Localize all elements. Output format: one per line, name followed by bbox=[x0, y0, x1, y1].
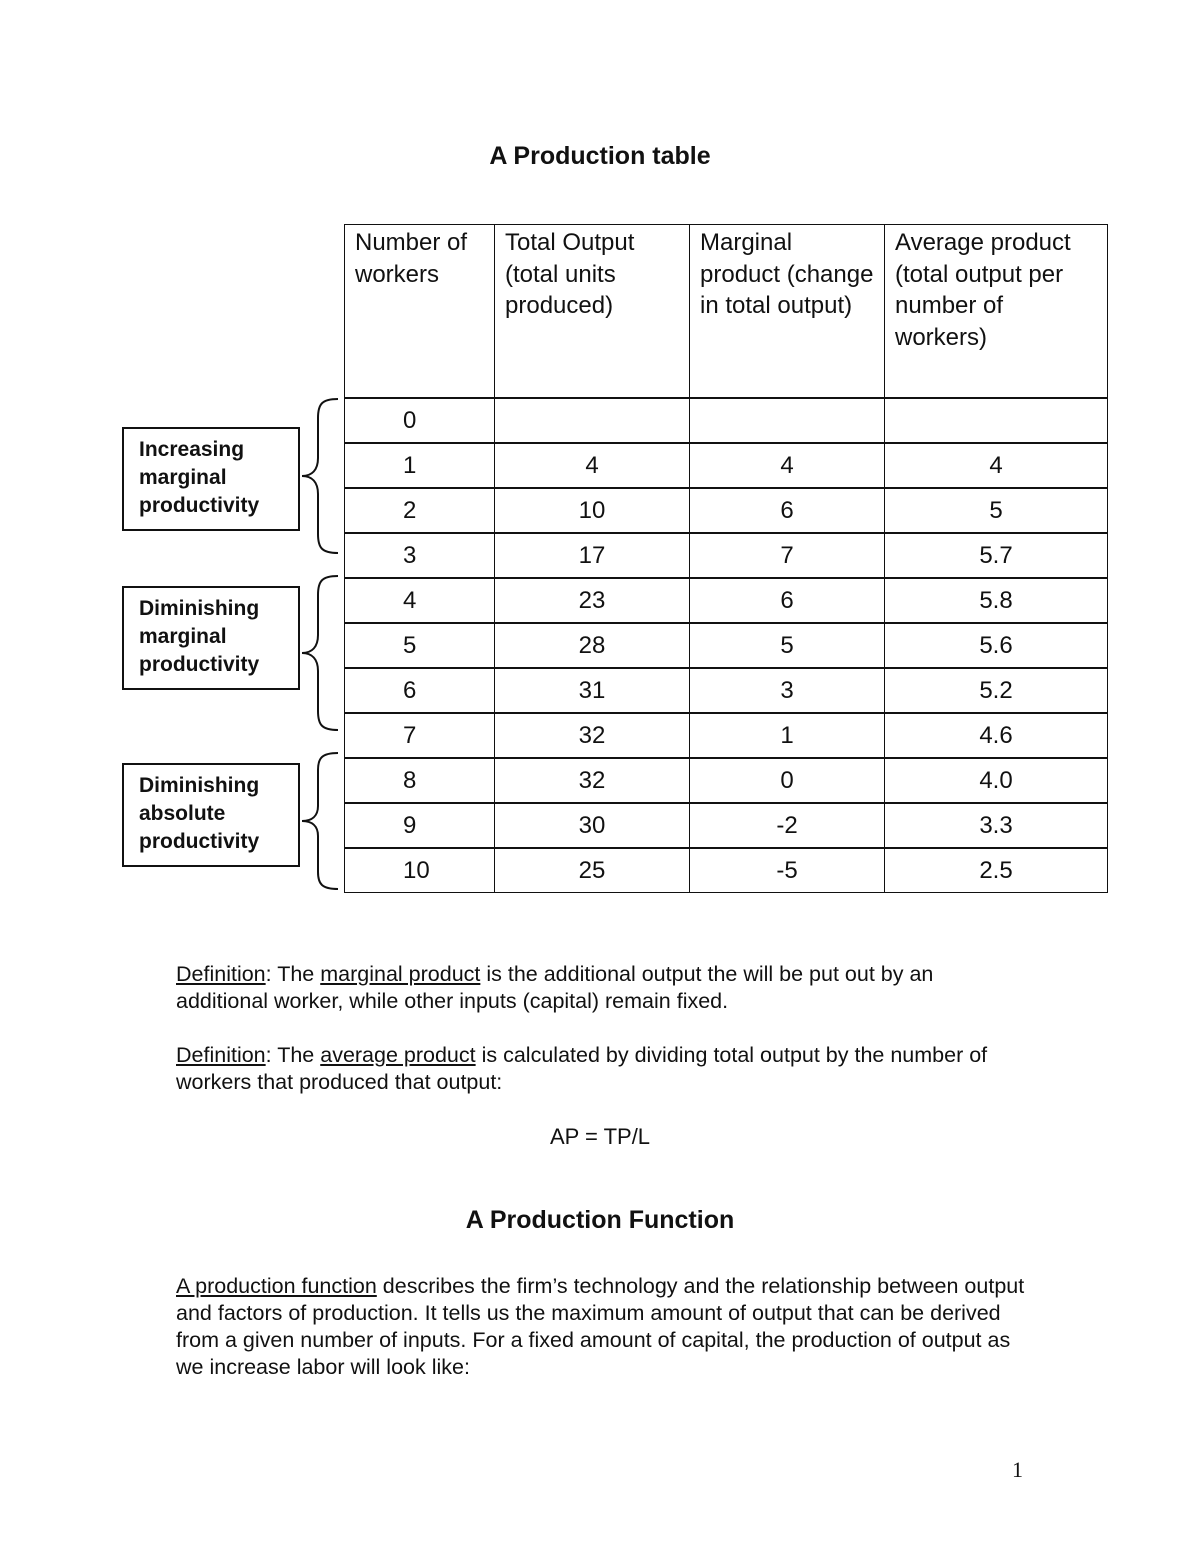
term-production-function: A production function bbox=[176, 1274, 377, 1298]
brace-increasing bbox=[300, 396, 342, 556]
header-average-product: Average product (total output per number of workers) bbox=[885, 225, 1108, 399]
table-row bbox=[345, 668, 1108, 713]
definition-average-product bbox=[176, 1042, 1026, 1096]
header-marginal-product: Marginal product (change in total output) bbox=[690, 225, 885, 399]
header-workers: Number of workers bbox=[345, 225, 495, 399]
table-row bbox=[345, 488, 1108, 533]
table-row bbox=[345, 443, 1108, 488]
cell-average-product: 5.7 bbox=[885, 533, 1108, 578]
cell-marginal-product: -2 bbox=[690, 803, 885, 848]
table-row bbox=[345, 713, 1108, 758]
cell-average-product: 5.2 bbox=[885, 668, 1108, 713]
cell-workers: 10 bbox=[345, 848, 495, 893]
cell-total-output: 32 bbox=[495, 758, 690, 803]
cell-marginal-product: 1 bbox=[690, 713, 885, 758]
definition-text: : The bbox=[265, 1043, 321, 1067]
cell-workers: 8 bbox=[345, 758, 495, 803]
term-marginal-product: marginal product bbox=[320, 962, 481, 986]
header-total-output: Total Output (total units produced) bbox=[495, 225, 690, 399]
cell-marginal-product: 3 bbox=[690, 668, 885, 713]
table-row bbox=[345, 803, 1108, 848]
cell-marginal-product: 0 bbox=[690, 758, 885, 803]
cell-total-output: 17 bbox=[495, 533, 690, 578]
cell-average-product: 2.5 bbox=[885, 848, 1108, 893]
cell-marginal-product bbox=[690, 398, 885, 443]
table-row bbox=[345, 758, 1108, 803]
cell-marginal-product: 4 bbox=[690, 443, 885, 488]
cell-marginal-product: 6 bbox=[690, 578, 885, 623]
cell-marginal-product: -5 bbox=[690, 848, 885, 893]
function-paragraph bbox=[176, 1273, 1026, 1381]
cell-average-product: 4.0 bbox=[885, 758, 1108, 803]
cell-total-output: 32 bbox=[495, 713, 690, 758]
brace-diminishing-absolute bbox=[300, 750, 342, 892]
cell-total-output: 10 bbox=[495, 488, 690, 533]
cell-workers: 0 bbox=[345, 398, 495, 443]
term-average-product: average product bbox=[320, 1043, 476, 1067]
page-number: 1 bbox=[1012, 1457, 1023, 1482]
cell-marginal-product: 5 bbox=[690, 623, 885, 668]
definition-marginal-product bbox=[176, 961, 1026, 1015]
cell-total-output bbox=[495, 398, 690, 443]
table-row bbox=[345, 398, 1108, 443]
label-diminishing-absolute-productivity: Diminishing absolute productivity bbox=[122, 763, 300, 867]
cell-average-product: 5.6 bbox=[885, 623, 1108, 668]
table-row bbox=[345, 848, 1108, 893]
definition-text: is calculated by dividing total output by the number of workers that produced that output: bbox=[176, 1043, 988, 1094]
paragraph-text: describes the firm’s technology and the relationship between output and factors of production. It tells us the maximum amount of output that can be derived from a given number of inputs. For a fixed amount of capital, the production of output as we increase labor will look like: bbox=[176, 1274, 1025, 1379]
cell-average-product: 5.8 bbox=[885, 578, 1108, 623]
cell-total-output: 4 bbox=[495, 443, 690, 488]
table-header-row bbox=[345, 225, 1108, 399]
production-table bbox=[344, 224, 1108, 893]
cell-workers: 6 bbox=[345, 668, 495, 713]
cell-marginal-product: 7 bbox=[690, 533, 885, 578]
brace-diminishing-marginal bbox=[300, 573, 342, 733]
cell-workers: 9 bbox=[345, 803, 495, 848]
function-title: A Production Function bbox=[465, 1206, 735, 1234]
cell-workers: 4 bbox=[345, 578, 495, 623]
cell-workers: 1 bbox=[345, 443, 495, 488]
cell-average-product bbox=[885, 398, 1108, 443]
cell-total-output: 31 bbox=[495, 668, 690, 713]
definition-label: Definition bbox=[176, 1043, 266, 1067]
cell-average-product: 5 bbox=[885, 488, 1108, 533]
cell-workers: 3 bbox=[345, 533, 495, 578]
cell-total-output: 28 bbox=[495, 623, 690, 668]
table-row bbox=[345, 578, 1108, 623]
definition-text: : The bbox=[265, 962, 321, 986]
cell-workers: 7 bbox=[345, 713, 495, 758]
label-increasing-marginal-productivity: Increasing marginal productivity bbox=[122, 427, 300, 531]
formula: AP = TP/L bbox=[549, 1124, 651, 1149]
table-row bbox=[345, 533, 1108, 578]
definition-label: Definition bbox=[176, 962, 266, 986]
cell-average-product: 4.6 bbox=[885, 713, 1108, 758]
cell-marginal-product: 6 bbox=[690, 488, 885, 533]
cell-workers: 2 bbox=[345, 488, 495, 533]
definition-text: is the additional output the will be put out by an additional worker, while other inputs (capital) remain fixed. bbox=[176, 962, 934, 1013]
cell-total-output: 23 bbox=[495, 578, 690, 623]
cell-workers: 5 bbox=[345, 623, 495, 668]
table-row bbox=[345, 623, 1108, 668]
table-title: A Production table bbox=[489, 142, 711, 170]
cell-average-product: 4 bbox=[885, 443, 1108, 488]
cell-average-product: 3.3 bbox=[885, 803, 1108, 848]
cell-total-output: 25 bbox=[495, 848, 690, 893]
cell-total-output: 30 bbox=[495, 803, 690, 848]
label-diminishing-marginal-productivity: Diminishing marginal productivity bbox=[122, 586, 300, 690]
